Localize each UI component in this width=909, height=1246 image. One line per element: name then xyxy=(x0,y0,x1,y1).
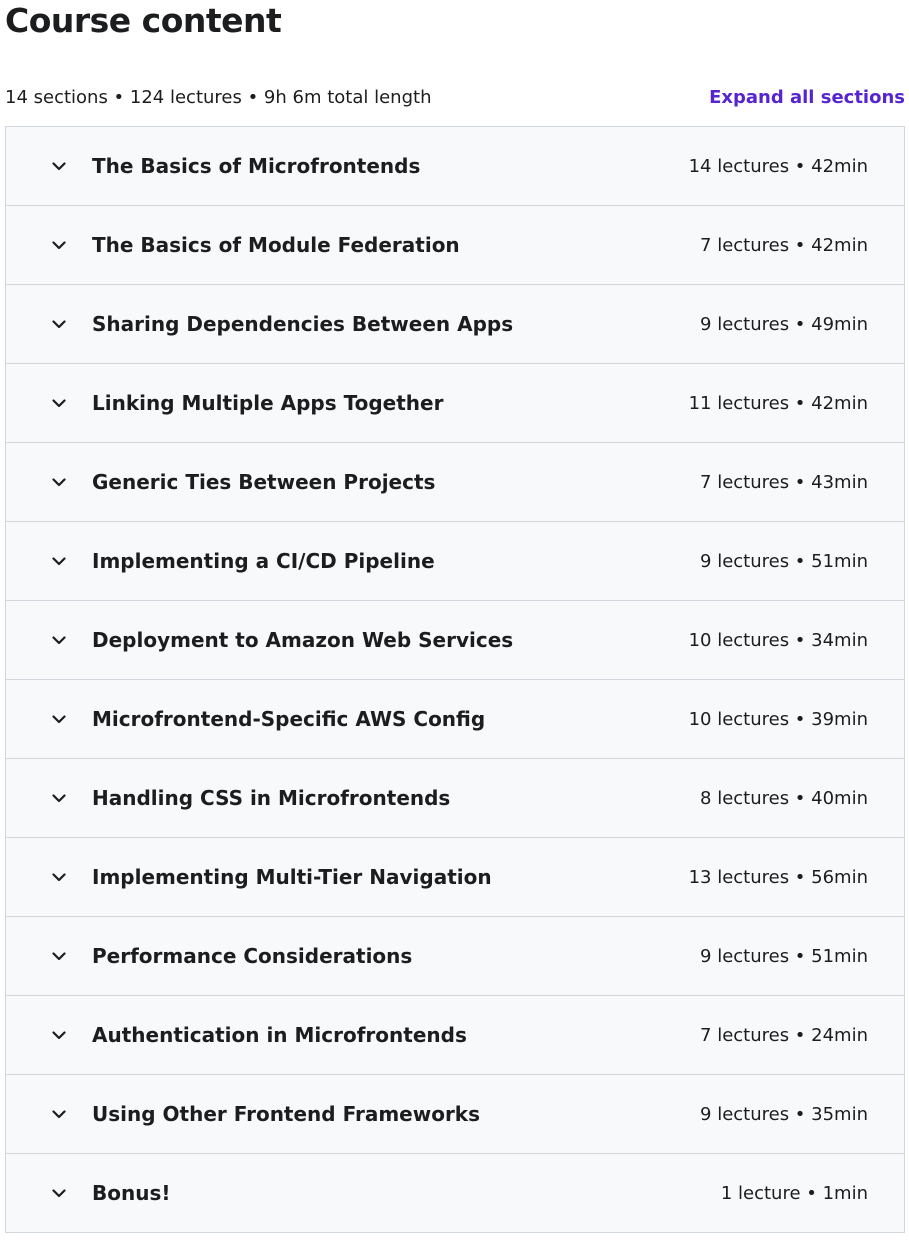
chevron-down-icon xyxy=(50,631,68,649)
chevron-down-icon xyxy=(50,710,68,728)
chevron-down-icon xyxy=(50,1105,68,1123)
course-summary: 14 sections • 124 lectures • 9h 6m total length xyxy=(5,86,432,108)
section-title: Performance Considerations xyxy=(92,944,413,968)
section-meta: 7 lectures • 42min xyxy=(700,234,868,256)
chevron-down-icon xyxy=(50,1184,68,1202)
section-meta: 10 lectures • 39min xyxy=(688,708,868,730)
expand-all-sections-button[interactable]: Expand all sections xyxy=(709,86,905,108)
chevron-down-icon xyxy=(50,394,68,412)
section-header[interactable] xyxy=(6,1075,904,1154)
section-title: The Basics of Microfrontends xyxy=(92,154,421,178)
section-list xyxy=(5,126,905,1233)
section-header[interactable] xyxy=(6,206,904,285)
summary-row xyxy=(5,84,905,110)
chevron-down-icon xyxy=(50,789,68,807)
section-meta: 1 lecture • 1min xyxy=(720,1182,868,1204)
section-meta: 9 lectures • 51min xyxy=(700,550,868,572)
section-header[interactable] xyxy=(6,127,904,206)
section-header[interactable] xyxy=(6,522,904,601)
section-meta: 11 lectures • 42min xyxy=(688,392,868,414)
section-meta: 8 lectures • 40min xyxy=(700,787,868,809)
section-header[interactable] xyxy=(6,680,904,759)
chevron-down-icon xyxy=(50,552,68,570)
section-title: Bonus! xyxy=(92,1181,171,1205)
section-title: Deployment to Amazon Web Services xyxy=(92,628,514,652)
section-header[interactable] xyxy=(6,285,904,364)
section-title: Implementing a CI/CD Pipeline xyxy=(92,549,435,573)
section-header[interactable] xyxy=(6,917,904,996)
section-header[interactable] xyxy=(6,364,904,443)
chevron-down-icon xyxy=(50,236,68,254)
section-title: Generic Ties Between Projects xyxy=(92,470,436,494)
section-meta: 14 lectures • 42min xyxy=(688,155,868,177)
section-title: Microfrontend-Specific AWS Config xyxy=(92,707,486,731)
section-header[interactable] xyxy=(6,443,904,522)
section-meta: 9 lectures • 35min xyxy=(700,1103,868,1125)
section-header[interactable] xyxy=(6,1154,904,1233)
section-title: Implementing Multi-Tier Navigation xyxy=(92,865,492,889)
section-title: Sharing Dependencies Between Apps xyxy=(92,312,514,336)
page-title: Course content xyxy=(5,1,282,40)
section-meta: 7 lectures • 43min xyxy=(700,471,868,493)
section-header[interactable] xyxy=(6,838,904,917)
chevron-down-icon xyxy=(50,1026,68,1044)
section-meta: 9 lectures • 49min xyxy=(700,313,868,335)
section-title: Linking Multiple Apps Together xyxy=(92,391,444,415)
section-title: Using Other Frontend Frameworks xyxy=(92,1102,481,1126)
section-meta: 9 lectures • 51min xyxy=(700,945,868,967)
section-title: Authentication in Microfrontends xyxy=(92,1023,467,1047)
chevron-down-icon xyxy=(50,473,68,491)
section-header[interactable] xyxy=(6,601,904,680)
section-header[interactable] xyxy=(6,759,904,838)
chevron-down-icon xyxy=(50,868,68,886)
section-meta: 10 lectures • 34min xyxy=(688,629,868,651)
section-title: The Basics of Module Federation xyxy=(92,233,460,257)
chevron-down-icon xyxy=(50,157,68,175)
section-header[interactable] xyxy=(6,996,904,1075)
section-meta: 7 lectures • 24min xyxy=(700,1024,868,1046)
section-title: Handling CSS in Microfrontends xyxy=(92,786,451,810)
chevron-down-icon xyxy=(50,947,68,965)
section-meta: 13 lectures • 56min xyxy=(688,866,868,888)
chevron-down-icon xyxy=(50,315,68,333)
